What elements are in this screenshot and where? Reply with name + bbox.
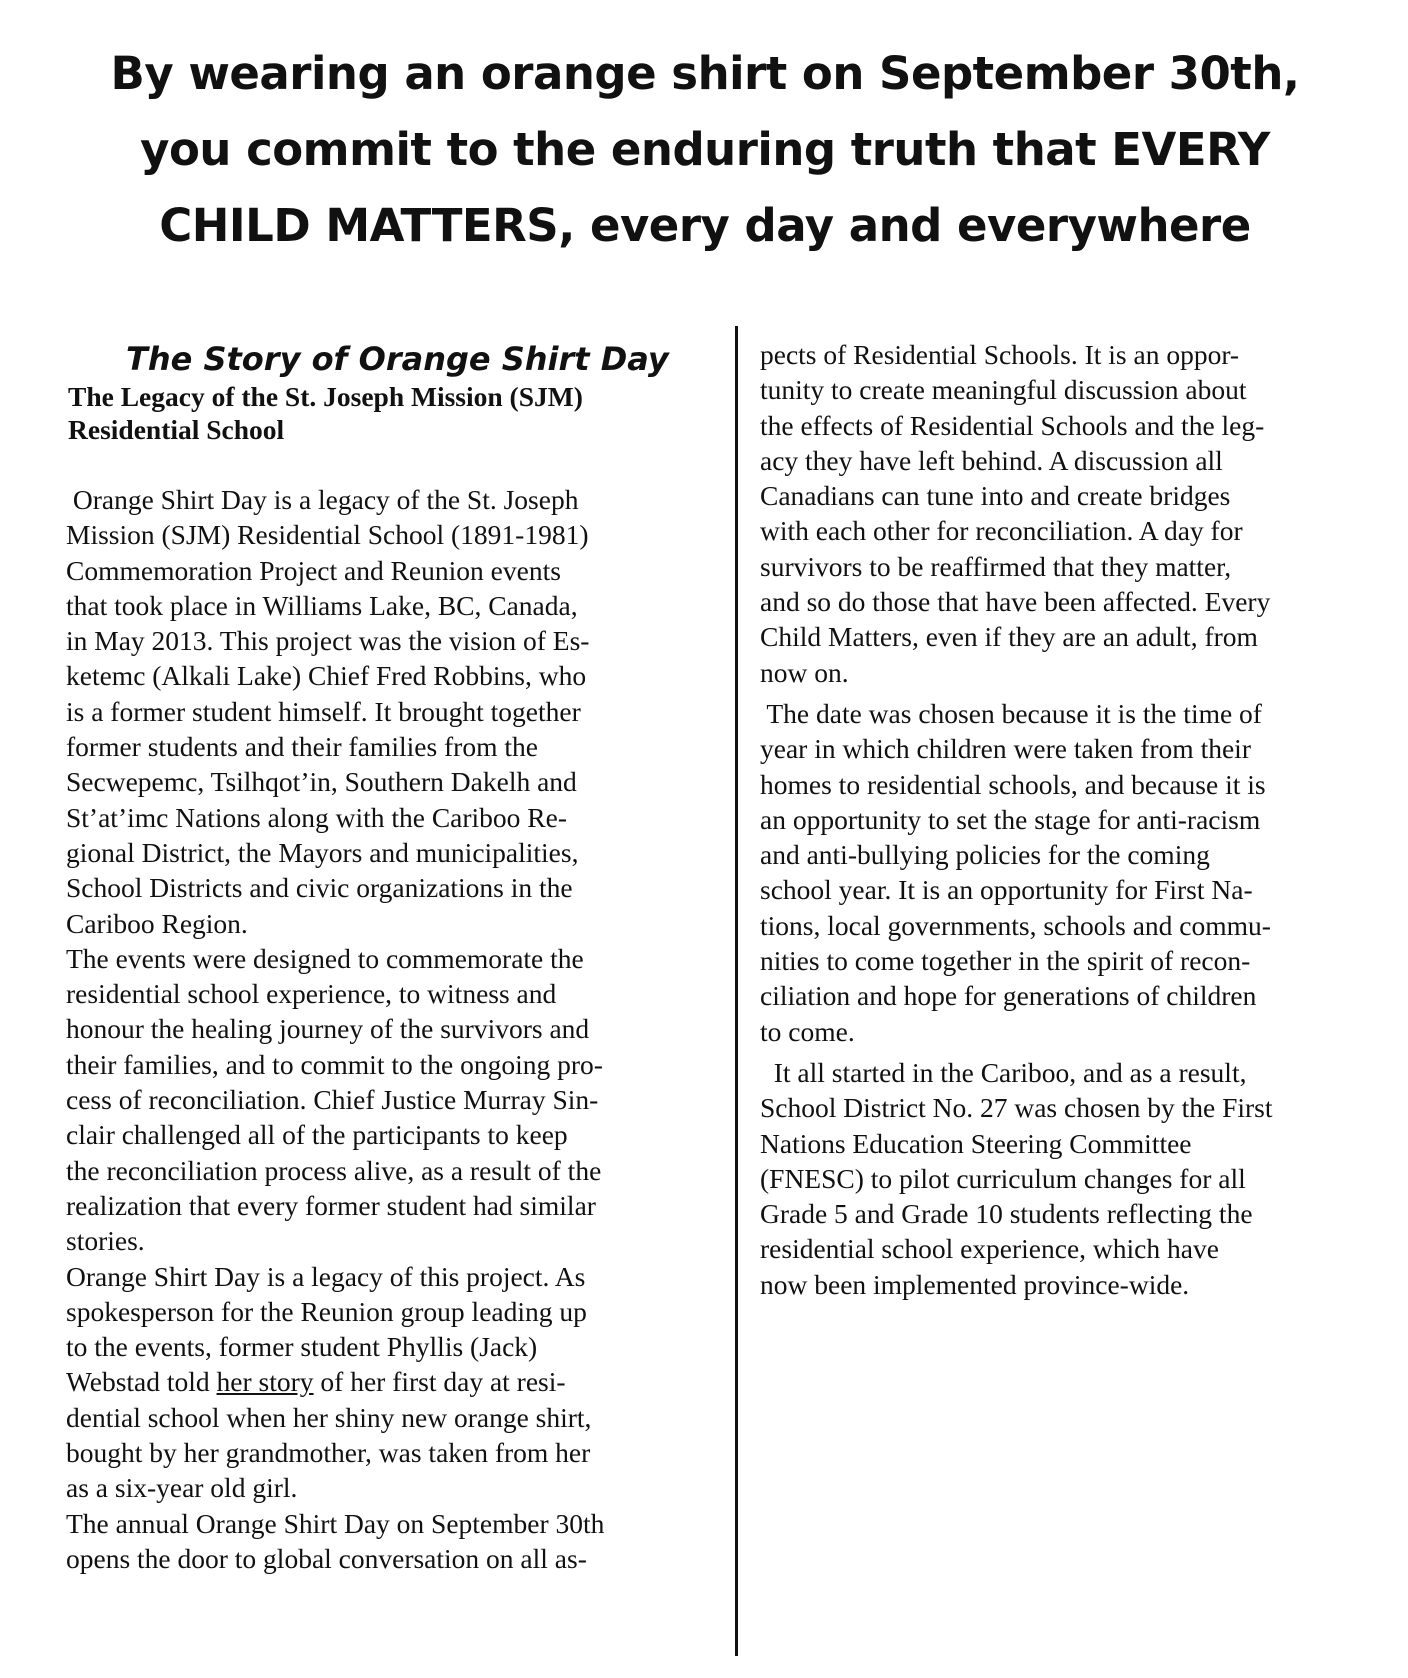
text-line: [66, 1364, 726, 1399]
text-line: gional District, the Mayors and municipalities,: [66, 836, 579, 868]
text-line: realization that every former student had similar: [66, 1189, 596, 1221]
text-line: tunity to create meaningful discussion about: [760, 374, 1247, 406]
text-line: Cariboo Region.: [66, 907, 248, 939]
text-line: Orange Shirt Day is a legacy of the St. Joseph: [66, 484, 579, 515]
text-line: cess of reconciliation. Chief Justice Murray Sin-: [66, 1084, 599, 1116]
text-line: tions, local governments, schools and commu-: [760, 909, 1271, 941]
column-divider: [735, 326, 738, 1656]
subtitle-line: Residential School: [68, 414, 285, 445]
text-line: It all started in the Cariboo, and as a result,: [760, 1056, 1247, 1088]
text-line: Grade 5 and Grade 10 students reflecting the: [760, 1198, 1253, 1230]
headline-line: By wearing an orange shirt on September 30th,: [110, 47, 1300, 100]
text-line: with each other for reconciliation. A day for: [760, 515, 1243, 547]
text-line: residential school experience, to witness and: [66, 978, 557, 1010]
paragraph-date: [760, 696, 1400, 1049]
text-line: former students and their families from the: [66, 731, 538, 763]
text-line: St’at’imc Nations along with the Cariboo Re-: [66, 801, 568, 833]
text-line: ciliation and hope for generations of children: [760, 980, 1257, 1012]
text-fragment: of her first day at resi-: [313, 1366, 566, 1398]
subtitle-line: The Legacy of the St. Joseph Mission (SJM): [68, 381, 583, 412]
text-line: School District No. 27 was chosen by the First: [760, 1092, 1273, 1124]
paragraph-continued: [760, 337, 1400, 690]
text-line: homes to residential schools, and because it is: [760, 768, 1266, 800]
text-line: as a six-year old girl.: [66, 1472, 298, 1504]
text-line: stories.: [66, 1225, 145, 1257]
text-line: survivors to be reaffirmed that they matter,: [760, 550, 1232, 582]
text-line: and so do those that have been affected. Every: [760, 586, 1271, 618]
text-line: (FNESC) to pilot curriculum changes for all: [760, 1162, 1246, 1194]
headline-line: CHILD MATTERS, every day and everywhere: [159, 199, 1251, 252]
text-line: and anti-bullying policies for the coming: [760, 839, 1210, 871]
text-line: School Districts and civic organizations in the: [66, 872, 573, 904]
text-line: the effects of Residential Schools and the leg-: [760, 409, 1265, 441]
text-fragment: Webstad told: [66, 1366, 217, 1398]
headline-line: you commit to the enduring truth that EVERY: [140, 123, 1270, 176]
text-line: Orange Shirt Day is a legacy of this project. As: [66, 1260, 586, 1292]
text-line: now on.: [760, 656, 849, 688]
text-line: residential school experience, which have: [760, 1233, 1219, 1265]
text-line: The date was chosen because it is the time of: [760, 697, 1262, 729]
text-line: opens the door to global conversation on all as-: [66, 1542, 587, 1574]
her-story-link[interactable]: her story: [216, 1366, 314, 1398]
headline: [60, 36, 1350, 264]
text-line: nities to come together in the spirit of recon-: [760, 945, 1251, 977]
text-line: to come.: [760, 1015, 855, 1047]
text-line: The annual Orange Shirt Day on September 30th: [66, 1507, 605, 1539]
text-line: pects of Residential Schools. It is an oppor-: [760, 339, 1240, 370]
article-title: The Story of Orange Shirt Day: [126, 340, 669, 378]
text-line: dential school when her shiny new orange shirt,: [66, 1401, 592, 1433]
text-line: Child Matters, even if they are an adult, from: [760, 621, 1258, 653]
text-line: Secwepemc, Tsilhqot’in, Southern Dakelh and: [66, 766, 577, 798]
text-line: school year. It is an opportunity for First Na-: [760, 874, 1253, 906]
paragraph-events: [66, 941, 726, 1259]
article-subtitle: [68, 380, 726, 446]
text-line: spokesperson for the Reunion group leading up: [66, 1295, 587, 1327]
text-line: Commemoration Project and Reunion events: [66, 554, 561, 586]
text-line: Canadians can tune into and create bridges: [760, 480, 1231, 512]
paragraph-cariboo: [760, 1055, 1400, 1302]
text-line: The events were designed to commemorate the: [66, 942, 584, 974]
left-column: [66, 340, 726, 1576]
text-line: Nations Education Steering Committee: [760, 1127, 1192, 1159]
text-line: year in which children were taken from their: [760, 733, 1251, 765]
text-line: their families, and to commit to the ongoing pro-: [66, 1048, 603, 1080]
text-line: that took place in Williams Lake, BC, Canada,: [66, 589, 578, 621]
text-line: acy they have left behind. A discussion all: [760, 444, 1223, 476]
right-column: [760, 337, 1400, 1302]
text-line: bought by her grandmother, was taken from her: [66, 1437, 591, 1469]
text-line: honour the healing journey of the survivors and: [66, 1013, 590, 1045]
text-line: in May 2013. This project was the vision of Es-: [66, 625, 590, 657]
text-line: Mission (SJM) Residential School (1891-1981): [66, 519, 589, 551]
text-line: the reconciliation process alive, as a result of the: [66, 1154, 602, 1186]
paragraph-origin: [66, 482, 726, 941]
text-line: ketemc (Alkali Lake) Chief Fred Robbins, who: [66, 660, 587, 692]
text-line: to the events, former student Phyllis (Jack): [66, 1331, 538, 1363]
text-line: now been implemented province-wide.: [760, 1268, 1190, 1300]
text-line: clair challenged all of the participants to keep: [66, 1119, 568, 1151]
paragraph-legacy: [66, 1259, 726, 1506]
text-line: an opportunity to set the stage for anti-racism: [760, 803, 1261, 835]
text-line: is a former student himself. It brought together: [66, 695, 581, 727]
paragraph-annual: [66, 1506, 726, 1577]
